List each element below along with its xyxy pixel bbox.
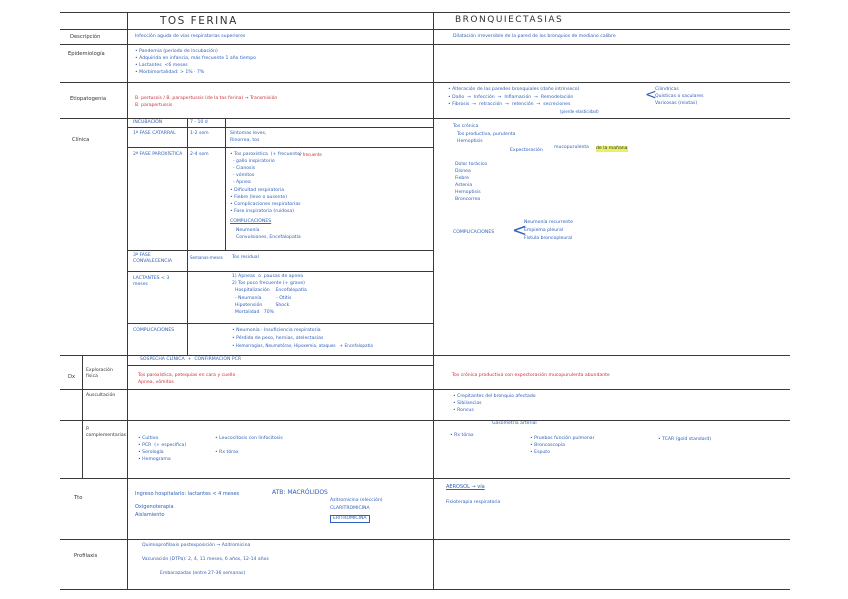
brace-glyph: < bbox=[645, 87, 657, 103]
complementarias-left-2: • PCR (+ específica) bbox=[138, 443, 187, 448]
row-divider bbox=[60, 355, 790, 356]
row-divider bbox=[60, 82, 790, 83]
etiopatogenia-brace-2: Quísticas o saculares bbox=[655, 94, 704, 99]
auscultacion-right-2: • Sibilancias bbox=[453, 401, 482, 406]
tto-right-1: AEROSOL → vía bbox=[446, 484, 485, 490]
definicion-left: Infección aguda de vías respiratorias superiores bbox=[135, 34, 246, 39]
complicaciones-label: COMPLICACIONES bbox=[133, 328, 175, 333]
epidemiologia-line-2: • Adquirida en infancia, más frecuente 1 año tiempo bbox=[135, 56, 256, 61]
clinica-subdivider bbox=[187, 118, 188, 355]
fase-convalecencia-label: 3ª FASE CONVALECENCIA bbox=[133, 253, 172, 264]
clinica-right-highlight: de la mañana bbox=[596, 146, 628, 151]
exploracion-left-2: Apnea, vómitos bbox=[138, 380, 174, 385]
row-label-exploracion: Exploración física bbox=[86, 368, 113, 379]
clinica-row-divider bbox=[127, 147, 433, 148]
tto-atb-opt-1: Azitromicina (elección) bbox=[330, 498, 383, 503]
fase-paroxistica-label: 2ª FASE PAROXÍSTICA bbox=[133, 152, 183, 157]
complementarias-right-4: • Broncoscopia bbox=[530, 443, 565, 448]
paroxistica-line-1: • Tos paroxística (+ frecuente) bbox=[230, 152, 302, 157]
clinica-right-compl-2: Empiema pleural bbox=[524, 228, 564, 233]
clinica-right-expectoracion-sub: mucopurulenta bbox=[554, 145, 589, 150]
table-border-bottom bbox=[60, 589, 790, 590]
etiopatogenia-brace-3: Varicosas (mixtas) bbox=[655, 101, 698, 106]
clinica-right-complicaciones: COMPLICACIONES bbox=[453, 230, 495, 235]
tto-atb: ATB: MACRÓLIDOS bbox=[272, 489, 328, 496]
fase-convalecencia-text: Tos residual bbox=[232, 255, 259, 260]
paroxistica-line-4: - vómitos bbox=[230, 173, 255, 178]
definicion-right: Dilatación irreversible de la pared de los bronquios de mediano calibre bbox=[453, 34, 616, 39]
tto-left-3: Aislamiento bbox=[135, 512, 165, 518]
lactantes-line-3: Hospitalización Encefalopatía bbox=[232, 288, 307, 293]
paroxistica-line-6: • Dificultad respiratoria bbox=[230, 188, 285, 193]
row-label-descripcion: Descripción bbox=[70, 34, 101, 40]
complementarias-right-3: • Pruebas función pulmonar bbox=[530, 436, 595, 441]
row-divider bbox=[60, 29, 790, 30]
clinica-row-divider bbox=[127, 127, 433, 128]
profilaxis-line-3: Embarazadas (entre 27-36 semanas) bbox=[160, 571, 246, 576]
paroxistica-line-5: - Apnea bbox=[230, 180, 251, 185]
clinica-row-divider bbox=[127, 250, 433, 251]
auscultacion-right-3: • Roncus bbox=[453, 408, 474, 413]
row-label-auscultacion: Auscultación bbox=[86, 393, 116, 398]
epidemiologia-line-1: • Pandemia (periodo de incubación) bbox=[135, 49, 218, 54]
auscultacion-right-1: • Crepitantes del bronquio afectado bbox=[453, 394, 536, 399]
tto-right-2: Fisioterapia respiratoria bbox=[446, 500, 501, 505]
tto-left-2: Oxigenoterapia bbox=[135, 504, 174, 510]
dx-subdivider bbox=[82, 355, 83, 478]
fase-catarral-label: 1ª FASE CATARRAL bbox=[133, 131, 176, 136]
lactantes-line-6: Mortalidad 70% bbox=[232, 310, 274, 315]
column-divider-middle bbox=[433, 12, 434, 590]
fase-catarral-text-1: Síntomas leves, bbox=[230, 131, 267, 136]
paroxistica-complicacion-2: Convulsiones, Encefalopatía bbox=[236, 235, 301, 240]
complementarias-right-6: • TCAR (gold standard) bbox=[658, 437, 712, 442]
complementarias-left-1: • Cultivo bbox=[138, 436, 159, 441]
complicaciones-line-2: • Pérdida de peso, hernias, atelectasias bbox=[232, 336, 324, 341]
etiopatogenia-right-3: • Fibrosis → retracción → retención → secreciones bbox=[448, 102, 571, 107]
header-tos-ferina: TOS FERINA bbox=[160, 15, 238, 27]
fase-paroxistica-time: 2-4 sem bbox=[190, 152, 209, 157]
clinica-right-item-3: Dolor torácico bbox=[455, 162, 488, 167]
paroxistica-red-note: + frecuente bbox=[298, 152, 322, 157]
row-label-complementarias: P. complementarias bbox=[86, 427, 127, 438]
lactantes-line-2: 2) Tos poco frecuente (+ grave) bbox=[232, 281, 305, 286]
clinica-right-item-1: Tos productiva, purulenta bbox=[457, 132, 516, 137]
clinica-right-item-5: Fiebre bbox=[455, 176, 469, 181]
exploracion-left: Tos paroxística, petequias en cara y cuello bbox=[138, 373, 236, 378]
row-divider bbox=[60, 44, 790, 45]
row-label-clinica: Clínica bbox=[72, 137, 90, 143]
fase-convalecencia-time: Semanas-meses bbox=[190, 255, 223, 260]
comparison-table bbox=[60, 12, 790, 590]
incubacion-label: INCUBACIÓN bbox=[133, 120, 163, 125]
etiopatogenia-left-2: B. parapertussis bbox=[135, 103, 173, 108]
lactantes-label: LACTANTES < 3 meses bbox=[133, 276, 170, 287]
clinica-subdivider bbox=[225, 118, 226, 250]
clinica-row-divider bbox=[127, 323, 433, 324]
paroxistica-line-9: • Fase inspiratoria (ruidosa) bbox=[230, 209, 295, 214]
row-label-profilaxis: Profilaxis bbox=[74, 553, 98, 559]
complementarias-left-4: • Hemograma bbox=[138, 457, 171, 462]
paroxistica-line-3: - Cianosis bbox=[230, 166, 256, 171]
row-label-epidemiologia: Epidemiología bbox=[68, 51, 105, 57]
complicaciones-line-3: • Hemorragias, Neumotórax, Hipoxemia, ataques + Encefalopatía bbox=[232, 343, 373, 348]
etiopatogenia-brace-1: Cilindricas bbox=[655, 87, 679, 92]
etiopatogenia-right-1: • Alteración de las paredes bronquiales (daño intrínseco) bbox=[448, 87, 580, 92]
complementarias-right-5: • Esputo bbox=[530, 450, 550, 455]
dx-sospecha: SOSPECHA CLÍNICA + CONFIRMACIÓN PCR bbox=[140, 357, 242, 362]
etiopatogenia-right-note: (pierde elasticidad) bbox=[560, 109, 599, 114]
paroxistica-complicacion-1: Neumonía bbox=[236, 228, 260, 233]
row-divider bbox=[60, 420, 790, 421]
clinica-right-compl-1: Neumonía recurrente bbox=[524, 220, 573, 225]
row-divider bbox=[60, 118, 790, 119]
table-border-top bbox=[60, 12, 790, 13]
clinica-right-compl-3: Fístula broncopleural bbox=[524, 236, 573, 241]
complicaciones-line-1: • Neumonía · Insuficiencia respiratoria bbox=[232, 328, 321, 333]
clinica-right-item-6: Astenia bbox=[455, 183, 473, 188]
paroxistica-complicaciones-title: COMPLICACIONES bbox=[230, 219, 272, 224]
header-bronquiectasias: BRONQUIECTASIAS bbox=[455, 15, 564, 25]
etiopatogenia-left-1: B. pertussis / B. parapertussis (de la tos ferina) → Transmisión bbox=[135, 96, 278, 101]
profilaxis-line-2: Vacunación (DTPa): 2, 4, 11 meses, 6 años, 12-14 años bbox=[142, 557, 269, 562]
paroxistica-line-7: • Fiebre (leve o ausente) bbox=[230, 195, 288, 200]
tto-left-1: Ingreso hospitalario: lactantes < 4 meses bbox=[135, 491, 240, 497]
brace-glyph: < bbox=[512, 220, 528, 241]
clinica-right-item-7: Hemoptisis bbox=[455, 190, 481, 195]
lactantes-line-4: - Neumonía - Otitis bbox=[232, 296, 292, 301]
dx-row-divider bbox=[127, 365, 433, 366]
row-divider bbox=[60, 478, 790, 479]
row-divider bbox=[60, 389, 790, 390]
fase-catarral-time: 1-2 sem bbox=[190, 131, 209, 136]
tto-atb-opt-3: ERITROMICINA bbox=[330, 515, 370, 523]
complementarias-left2-1: • Leucocitosis con linfocitosis bbox=[215, 436, 283, 441]
clinica-right-item-4: Disnea bbox=[455, 169, 471, 174]
clinica-right-item-2: Hemoptisis bbox=[457, 139, 483, 144]
row-divider bbox=[60, 539, 790, 540]
paroxistica-line-8: • Complicaciones respiratorias bbox=[230, 202, 301, 207]
tto-atb-opt-2: CLARITROMICINA bbox=[330, 506, 370, 511]
complementarias-right-1: • Rx tórax bbox=[450, 433, 474, 438]
complementarias-right-2: Gasometría arterial bbox=[492, 421, 537, 426]
lactantes-line-5: Hipotensión Shock bbox=[232, 303, 290, 308]
profilaxis-line-1: Quimioprofilaxis postexposición → Azitromicina bbox=[142, 543, 251, 548]
fase-catarral-text-2: Rinorrea, tos bbox=[230, 138, 260, 143]
clinica-right-expectoracion: Expectoración bbox=[510, 148, 543, 153]
row-label-tto: Tto bbox=[74, 495, 83, 501]
paroxistica-line-2: - gallo inspiratorio bbox=[230, 159, 275, 164]
etiopatogenia-right-2: • Daño → Infección → Inflamación → Remodelación bbox=[448, 95, 574, 100]
clinica-right-item-8: Broncorrea bbox=[455, 197, 481, 202]
epidemiologia-line-4: • Morbimortalidad: > 1% · 7% bbox=[135, 70, 205, 75]
incubacion-time: 7 - 10 d bbox=[190, 120, 208, 125]
row-label-etiopatogenia: Etiopatogenia bbox=[70, 96, 106, 102]
row-label-dx: Dx bbox=[68, 374, 76, 380]
exploracion-right: Tos crónica productiva con expectoración mucopurulenta abundante bbox=[452, 373, 610, 378]
lactantes-line-1: 1) Apneas o pausas de apnea bbox=[232, 274, 304, 279]
clinica-row-divider bbox=[127, 271, 433, 272]
complementarias-left-3: • Serología bbox=[138, 450, 164, 455]
complementarias-left2-2: • Rx tórax bbox=[215, 450, 239, 455]
clinica-right-title: Tos crónica bbox=[453, 124, 479, 129]
column-divider-label bbox=[127, 12, 128, 590]
epidemiologia-line-3: • Lactantes <6 meses bbox=[135, 63, 188, 68]
